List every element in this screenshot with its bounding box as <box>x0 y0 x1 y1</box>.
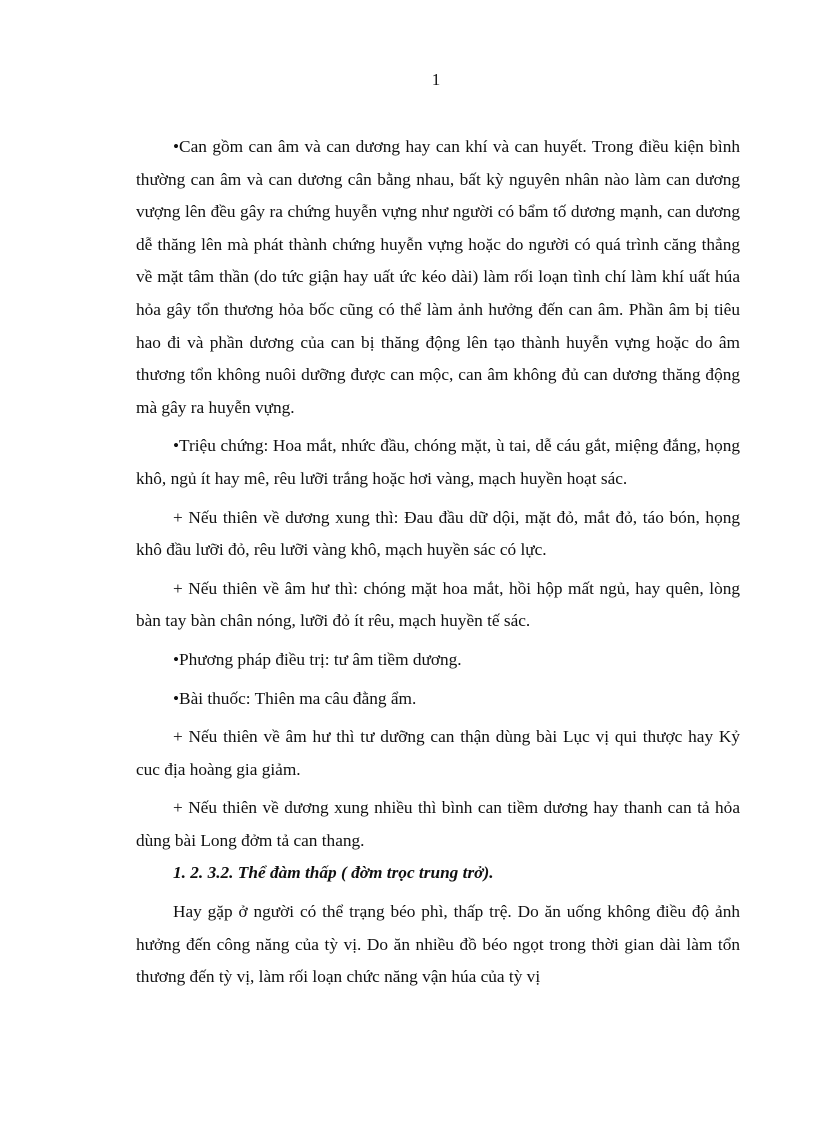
paragraph-duong-xung-remedy: + Nếu thiên về dương xung nhiều thì bình can tiềm dương hay thanh can tả hỏa dùng bài Long đởm tả can thang. <box>136 798 740 850</box>
paragraph-symptoms: •Triệu chứng: Hoa mắt, nhức đầu, chóng mặt, ù tai, dễ cáu gắt, miệng đắng, họng khô, ngủ ít hay mê, rêu lưỡi trắng hoặc hơi vàng, mạch huyền hoạt sác. <box>136 436 740 488</box>
paragraph-duong-xung: + Nếu thiên về dương xung thì: Đau đầu dữ dội, mặt đỏ, mắt đỏ, táo bón, họng khô đầu lưỡi đỏ, rêu lưỡi vàng khô, mạch huyền sác có lực. <box>136 507 740 560</box>
paragraph-treatment-method: •Phương pháp điều trị: tư âm tiềm dương. <box>173 649 462 669</box>
section-heading: 1. 2. 3.2. Thể đàm thấp ( đờm trọc trung trở). <box>173 863 494 883</box>
paragraph-can-description: •Can gồm can âm và can dương hay can khí và can huyết. Trong điều kiện bình thường can âm và can dương cân bằng nhau, bất kỳ nguyên nhân nào làm can dương vượng lên đều gây ra chứng huyễn vựng như người có bẩm tố dương mạnh, can dương dễ thăng lên mà phát thành chứng huyễn vựng hoặc do người có quá trình căng thẳng về mặt tâm thần (do tức giận hay uất ức kéo dài) làm rối loạn tình chí làm khí uất húa hỏa gây tổn thương hỏa bốc cũng có thể làm ảnh hưởng đến can âm. Phần âm bị tiêu hao đi và phần dương của can bị thăng động lên tạo thành huyễn vựng hoặc do âm thương tổn không nuôi dưỡng được can mộc, can âm không đủ can dương thăng động mà gây ra huyễn vựng. <box>136 137 740 417</box>
paragraph-dam-thap: Hay gặp ở người có thể trạng béo phì, thấp trệ. Do ăn uống không điều độ ảnh hưởng đến công năng của tỳ vị. Do ăn nhiều đồ béo ngọt trong thời gian dài làm tổn thương đến tỳ vị, làm rối loạn chức năng vận húa của tỳ vị <box>136 902 740 987</box>
document-body <box>136 131 740 994</box>
page-number: 1 <box>431 70 441 89</box>
paragraph-am-hu-remedy: + Nếu thiên về âm hư thì tư dưỡng can thận dùng bài Lục vị qui thược hay Kỷ cuc địa hoàng gia giảm. <box>136 727 740 779</box>
paragraph-remedy: •Bài thuốc: Thiên ma câu đằng ẩm. <box>173 688 417 708</box>
paragraph-am-hu: + Nếu thiên về âm hư thì: chóng mặt hoa mắt, hồi hộp mất ngủ, hay quên, lòng bàn tay bàn chân nóng, lưỡi đỏ ít rêu, mạch huyền tế sác. <box>136 578 740 631</box>
